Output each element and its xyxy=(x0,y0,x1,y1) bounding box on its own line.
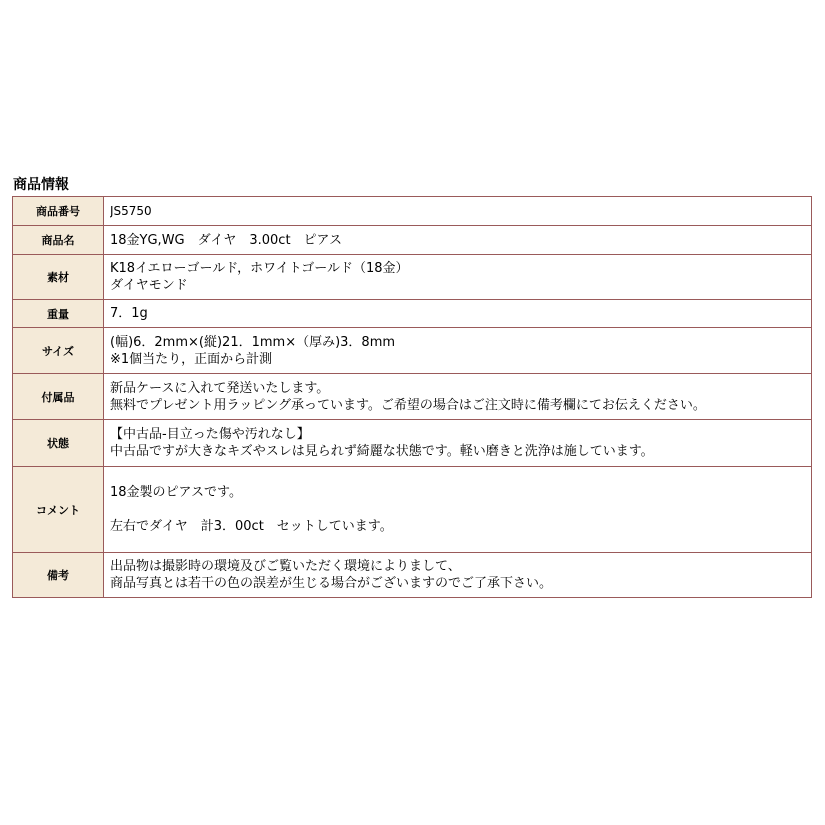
comment-line-2: 左右でダイヤ 計3．00ct セットしています。 xyxy=(110,519,393,534)
remarks-label: 備考 xyxy=(13,553,104,598)
weight-value xyxy=(104,300,812,328)
comment-line-blank xyxy=(110,501,805,518)
material-line-1: K18イエローゴールド，ホワイトゴールド（18金） xyxy=(110,261,409,276)
size-row xyxy=(13,328,812,374)
product-name-text: 18金YG,WG ダイヤ 3.00ct ピアス xyxy=(110,232,343,248)
size-line-1: (幅)6．2mm×(縦)21．1mm×（厚み)3．8mm xyxy=(110,334,396,350)
product-name-label: 商品名 xyxy=(13,226,104,255)
product-name-row xyxy=(13,226,812,255)
accessories-value xyxy=(104,374,812,420)
product-code-label: 商品番号 xyxy=(13,197,104,226)
remarks-line-1: 出品物は撮影時の環境及びご覧いただく環境によりまして、 xyxy=(110,559,461,574)
product-code-value xyxy=(104,197,812,226)
remarks-line-2: 商品写真とは若干の色の誤差が生じる場合がございますのでご了承下さい。 xyxy=(110,576,553,591)
accessories-line-2: 無料でプレゼント用ラッピング承っています。ご希望の場合はご注文時に備考欄にてお伝えください。 xyxy=(110,397,706,413)
comment-row xyxy=(13,467,812,553)
condition-line-2: 中古品ですが大きなキズやスレは見られず綺麗な状態です。軽い磨きと洗浄は施しています。 xyxy=(110,444,654,459)
size-line-2: ※1個当たり，正面から計測 xyxy=(110,351,273,367)
remarks-row xyxy=(13,553,812,598)
weight-text: 7．1g xyxy=(110,306,148,321)
weight-row xyxy=(13,300,812,328)
condition-value xyxy=(104,420,812,467)
material-label: 素材 xyxy=(13,255,104,300)
material-row xyxy=(13,255,812,300)
product-info-table xyxy=(12,196,812,598)
comment-value xyxy=(104,467,812,553)
product-name-value xyxy=(104,226,812,255)
size-label: サイズ xyxy=(13,328,104,374)
size-value xyxy=(104,328,812,374)
comment-label: コメント xyxy=(13,467,104,553)
section-title: 商品情報 xyxy=(13,177,69,193)
weight-label: 重量 xyxy=(13,300,104,328)
material-line-2: ダイヤモンド xyxy=(110,278,188,293)
remarks-value xyxy=(104,553,812,598)
condition-label: 状態 xyxy=(13,420,104,467)
accessories-label: 付属品 xyxy=(13,374,104,420)
accessories-row xyxy=(13,374,812,420)
material-value xyxy=(104,255,812,300)
condition-line-1: 【中古品-目立った傷や汚れなし】 xyxy=(110,427,310,442)
comment-line-1: 18金製のピアスです。 xyxy=(110,485,242,500)
product-code-row xyxy=(13,197,812,226)
product-code-text: JS5750 xyxy=(110,203,152,218)
accessories-line-1: 新品ケースに入れて発送いたします。 xyxy=(110,380,330,396)
condition-row xyxy=(13,420,812,467)
